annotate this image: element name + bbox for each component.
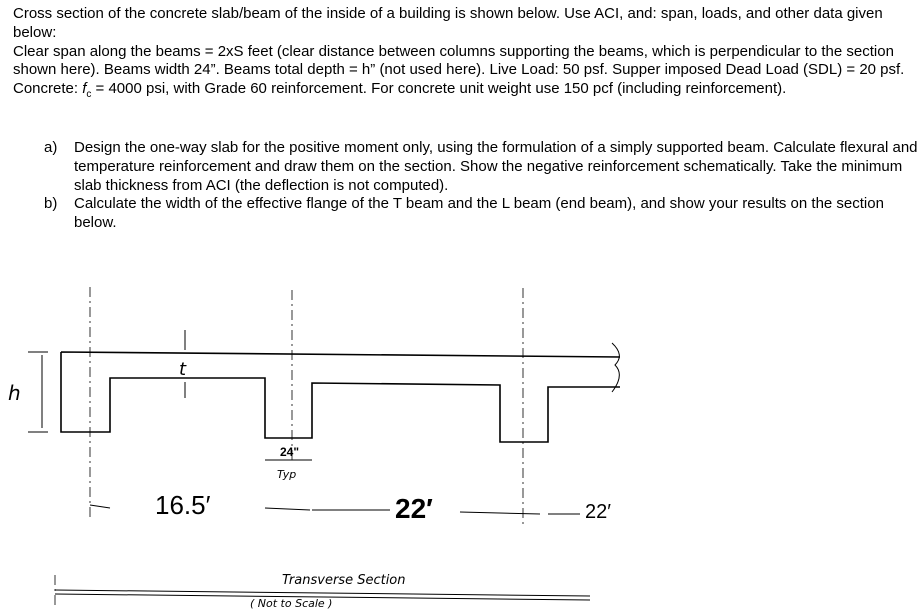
span-dim-2: 22′ bbox=[395, 493, 433, 524]
fc-subscript: c bbox=[86, 89, 92, 101]
h-label: h bbox=[8, 381, 21, 405]
beam-width-label: 24" bbox=[280, 445, 300, 459]
fc-symbol: f bbox=[82, 80, 87, 98]
intro-line-1: Cross section of the concrete slab/beam of the inside of a building is shown below. Use ACI, and: span, loads, and other data given below: bbox=[13, 5, 883, 41]
intro-text-b: = 4000 psi, with Grade 60 reinforcement. For concrete unit weight use 150 pcf (including reinforcement). bbox=[91, 80, 787, 98]
task-text: Design the one-way slab for the positive moment only, using the formulation of a simply supported beam. Calculate flexural and temperature reinforcement and draw them on the section. Show the negative reinforcement schematically. Take the minimum slab thickness from ACI (the deflection is not computed). bbox=[74, 139, 918, 194]
t-label: t bbox=[179, 359, 187, 380]
dimension-lines bbox=[28, 330, 590, 600]
task-text: Calculate the width of the effective flange of the T beam and the L beam (end beam), and show your results on the section below. bbox=[74, 195, 884, 232]
task-label: b) bbox=[44, 195, 58, 213]
section-outline bbox=[61, 343, 620, 442]
section-title: Transverse Section bbox=[282, 573, 406, 588]
span-dim-3: 22′ bbox=[585, 501, 611, 523]
intro-text-a: Clear span along the beams = 2xS feet (clear distance between columns supporting the beams, which is perpendicular to the section shown here). Beams width 24”. Beams total depth = h” (not used here). Live Load: 50 psf. Supper imposed Dead Load (SDL) = 20 psf. Concrete: bbox=[13, 42, 905, 98]
task-label: a) bbox=[44, 139, 58, 156]
typ-label: Typ bbox=[277, 468, 297, 481]
span-dim-1: 16.5′ bbox=[155, 490, 211, 520]
section-subtitle: ( Not to Scale ) bbox=[250, 597, 333, 609]
